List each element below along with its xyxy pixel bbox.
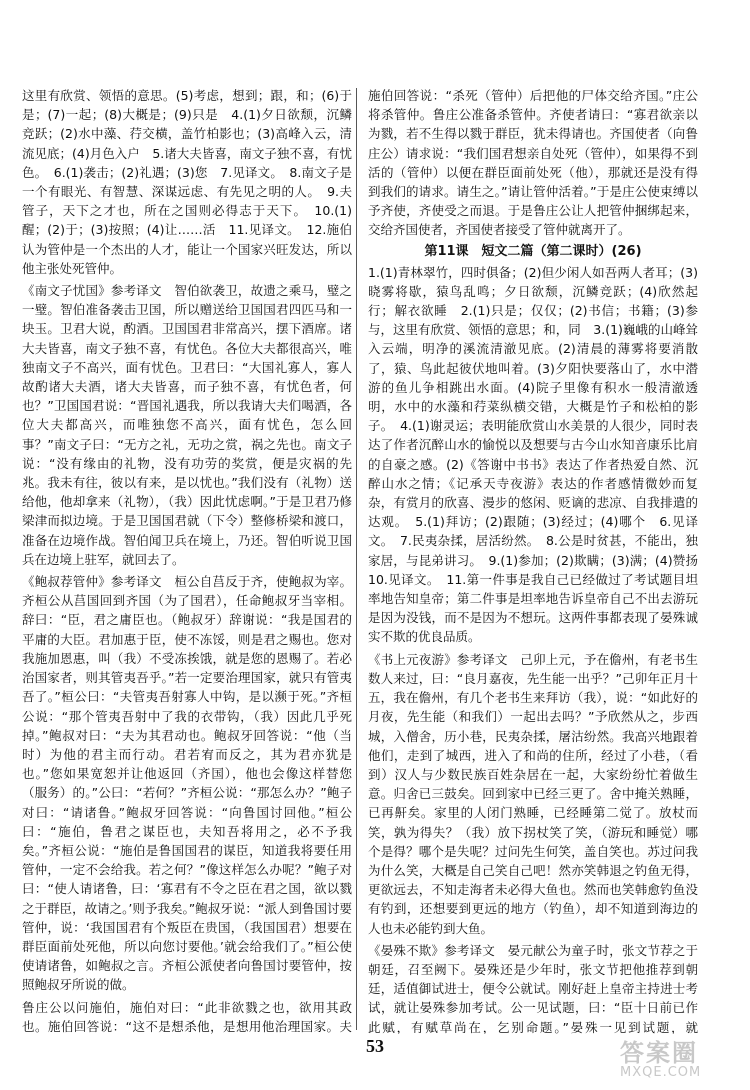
- left-paragraph: 这里有欣赏、领悟的意思。(5)考虑，想到；跟，和；(6)于是；(7)一起；(8)大概是；(9)只是 4.(1)夕日欲颓，沉鳞竞跃；(2)水中藻、荇交横，盖竹柏影也；(3)高峰入云，清流见底；(4)月色入户 5.诸大夫皆喜，南文子独不喜，有忧色。 6.(1)袭击；(2)礼遇；(3)您 7.见译文。 8.南文子是一个有眼光、有智慧、深谋远虑、有先见之明的人。 9.夫管子，天下之才也，所在之国则必得志于天下。 10.(1)醒；(2)于；(3)按照；(4)让……活 11.见译文。 12.施伯认为管仲是一个杰出的人才，能让一个国家兴旺发达，所以他主张处死管仲。: [22, 88, 352, 276]
- watermark-url: MXQE.COM: [620, 1065, 702, 1080]
- right-paragraph: 《书上元夜游》参考译文 己卯上元，予在儋州，有老书生数人来过，曰：“良月嘉夜，先生能一出乎？”己卯年正月十五，我在儋州，有几个老书生来拜访（我），说：“如此好的月夜，先生能（和我们）一起出去吗？”予欣然从之，步西城，入僧舍，历小巷，民夷杂揉，屠沽纷然。我高兴地跟着他们，走到了城西，进入了和尚的住所，经过了小巷，（看到）汉人与少数民族百姓杂居在一起，大家纷纷忙着做生意。归舍已三鼓矣。回到家中已经三更了。舍中掩关熟睡，已再鼾矣。家里的人闭门熟睡，已经睡第二觉了。放杖而笑，孰为得失？（我）放下拐杖笑了笑，（游玩和睡觉）哪个是得？哪个是失呢？过问先生何笑，盖自笑也。苏过问我为什么笑，大概是自己笑自己吧！然亦笑韩退之钓鱼无得，更欲远去，不知走海者未必得大鱼也。然而也笑韩愈钓鱼没有钓到，还想要到更远的地方（钓鱼），却不知道到海边的人也未必能钓到大鱼。: [368, 651, 698, 936]
- right-paragraph: 施伯回答说：“杀死（管仲）后把他的尸体交给齐国。”庄公将杀管仲。鲁庄公准备杀管仲。齐使者请曰：“寡君欲亲以为戮，若不生得以戮于群臣，犹未得请也。齐国使者（向鲁庄公）请求说：“我们国君想亲自处死（管仲），如果得不到活的（管仲）以便在群臣面前处死（他），那就还是没有得到我们的请求。请生之。”请让管仲活着。”于是庄公使束缚以予齐使，齐使受之而退。于是鲁庄公让人把管仲捆绑起来，交给齐国使者，齐国使者接受了管仲就离开了。: [368, 88, 698, 238]
- left-paragraph: 《南文子忧国》参考译文 智伯欲袭卫，故遗之乘马，璧之一璧。智伯准备袭击卫国，所以赠送给卫国国君四匹马和一块玉。卫君大说，酌酒。卫国国君非常高兴，摆下酒席。诸大夫皆喜，南文子独不喜，有忧色。各位大夫都很高兴，唯独南文子不高兴，面有忧色。卫君曰：“大国礼寡人，寡人故酌诸大夫酒，诸大夫皆喜，而子独不喜，有忧色者，何也？”卫国国君说：“晋国礼遇我，所以我请大夫们喝酒，各位大夫都高兴，而唯独您不高兴，面有忧色，怎么回事？”南文子曰：“无方之礼，无功之赏，祸之先也。南文子说：“没有缘由的礼物，没有功劳的奖赏，便是灾祸的先兆。我未有往，彼以有来，是以忧也。”我们没有（礼物）送给他，他却拿来（礼物），（我）因此忧虑啊。”于是卫君乃修梁津而拟边境。于是卫国国君就（下令）整修桥梁和渡口，准备在边境作战。智伯闻卫兵在境上，乃还。智伯听说卫国兵在边境上驻军，就回去了。: [22, 283, 352, 567]
- lesson-title: 第11课 短文二篇（第二课时）(26): [424, 243, 642, 259]
- page-number: 53: [366, 1036, 384, 1056]
- watermark-text: 答案圈: [620, 1039, 698, 1067]
- left-column: [22, 86, 352, 1034]
- right-paragraph: 《晏殊不欺》参考译文 晏元献公为童子时，张文节荐之于朝廷，召至阙下。晏殊还是少年时，张文节把他推荐到朝廷，适值御试进士，便令公就试。刚好赶上皇帝主持进士考试，就让晏殊参加考试。公一见试题，曰：“臣十日前已作此赋，有赋草尚在，乞别命题。”晏殊一见到试题，就: [368, 942, 698, 1034]
- watermark-logo: [620, 1040, 740, 1084]
- left-paragraph: 《鲍叔荐管仲》参考译文 桓公自莒反于齐，使鲍叔为宰。齐桓公从莒国回到齐国（为了国君），任命鲍叔牙当宰相。辞曰：“臣，君之庸臣也。（鲍叔牙）辞谢说：“我是国君的平庸的大臣。君加惠于臣，使不冻馁，则是君之赐也。您对我施加恩惠，叫（我）不受冻挨饿，就是您的恩赐了。若必治国家者，则其管夷吾乎。”若一定要治理国家，就只有管夷吾了。”桓公曰：“夫管夷吾射寡人中钩，是以濒于死。”齐桓公说：“那个管夷吾射中了我的衣带钩，（我）因此几乎死掉。”鲍叔对曰：“夫为其君动也。鲍叔牙回答说：“他（当时）为他的君主而行动。君若宥而反之，其为君亦犹是也。”您如果宽恕并让他返回（齐国），他也会像这样替您（服务）的。”公曰：“若何？”齐桓公说：“那怎么办？”鲍子对曰：“请诸鲁。”鲍叔牙回答说：“向鲁国讨回他。”桓公曰：“施伯，鲁君之谋臣也，夫知吾将用之，必不予我矣。”齐桓公说：“施伯是鲁国国君的谋臣，知道我将要任用管仲，一定不会给我。若之何？”像这样怎么办呢？”鲍子对曰：“使人请诸鲁，曰：‘寡君有不令之臣在君之国，欲以戮之于群臣，故请之。’则予我矣。”鲍叔牙说：“派人到鲁国讨要管仲，说：‘我国国君有个叛臣在贵国，（我国国君）想要在群臣面前处死他，所以向您讨要他。’就会给我们了。”桓公使使请诸鲁，如鲍叔之言。齐桓公派使者向鲁国讨要管仲，按照鲍叔牙所说的做。: [22, 574, 352, 993]
- right-column: [368, 86, 698, 1034]
- right-paragraph: 1.(1)青林翠竹，四时俱备；(2)但少闲人如吾两人者耳；(3)晓雾将歇，猿鸟乱鸣；夕日欲颓，沉鳞竞跃；(4)欣然起行；解衣欲睡 2.(1)只是；仅仅；(2)书信；书籍；(3)参与，这里有欣赏、领悟的意思；和，同 3.(1)巍峨的山峰耸入云端，明净的溪流清澈见底。(2)清晨的薄雾将要消散了，猿、鸟此起彼伏地叫着。(3)夕阳快要落山了，水中潜游的鱼儿争相跳出水面。(4)院子里像有积水一般清澈透明，水中的水藻和荇菜纵横交错，大概是竹子和松柏的影子。 4.(1)谢灵运；表明能欣赏山水美景的人很少，同时表达了作者沉醉山水的愉悦以及想要与古今山水知音康乐比肩的自豪之感。(2)《答谢中书书》表达了作者热爱自然、沉醉山水之情；《记承天寺夜游》表达的作者感情微妙而复杂，有赏月的欣喜、漫步的悠闲、贬谪的悲凉、自我排遣的达观。 5.(1)拜访；(2)跟随；(3)经过；(4)哪个 6.见译文。 7.民夷杂揉，居活纷然。 8.公是时贫甚，不能出，独家居，与昆弟讲习。 9.(1)参加；(2)欺瞒；(3)满；(4)赞扬 10.见译文。 11.第一件事是我自己已经做过了考试题目坦率地告知皇帝；第二件事是坦率地告诉皇帝自己不出去游玩是因为没钱，而不是因为不想玩。这两件事都表现了晏殊诚实不欺的优良品质。: [368, 264, 698, 645]
- column-divider: [356, 88, 357, 1030]
- left-paragraph: 鲁庄公以问施伯，施伯对曰：“此非欲戮之也，欲用其政也。施伯回答说：“这不是想杀他，是想用他治理国家。夫: [22, 999, 352, 1034]
